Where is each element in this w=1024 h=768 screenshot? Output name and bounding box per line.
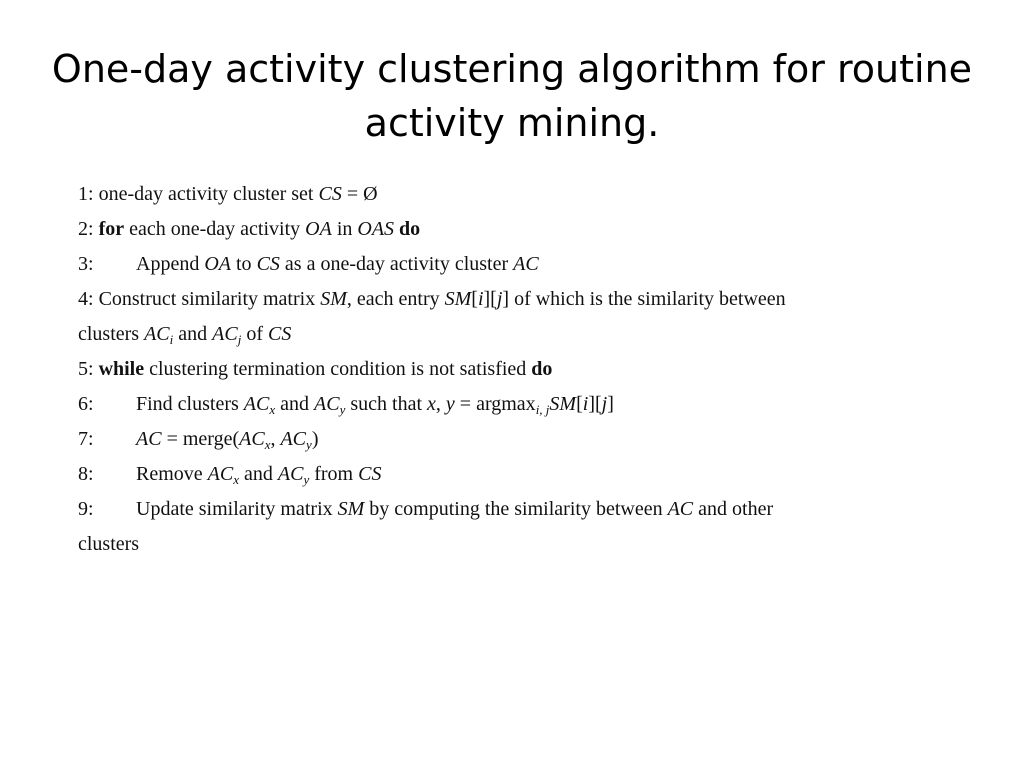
- subscript: y: [339, 402, 346, 417]
- line-number: 3:: [78, 253, 94, 275]
- line-text: as a one-day activity cluster: [279, 253, 514, 275]
- variable: SM: [320, 288, 347, 310]
- line-text: and: [239, 463, 278, 485]
- algorithm-line-6: [78, 387, 718, 422]
- keyword-do: do: [399, 218, 421, 240]
- keyword-for: for: [98, 218, 125, 240]
- variable: AC: [207, 463, 234, 485]
- algorithm-pseudocode: [78, 177, 786, 562]
- variable: AC: [136, 428, 162, 450]
- subscript: y: [303, 472, 310, 487]
- variable: AC: [513, 253, 539, 275]
- variable: i: [477, 288, 484, 310]
- variable: CS: [268, 323, 292, 345]
- subscript: i: [169, 332, 174, 347]
- line-text: one-day activity cluster set: [93, 183, 319, 205]
- algorithm-line-1: [78, 177, 718, 212]
- algorithm-line-5: [78, 352, 718, 387]
- line-text: Construct similarity matrix: [93, 288, 321, 310]
- algorithm-line-8: [78, 457, 718, 492]
- algorithm-line-4: [78, 282, 786, 317]
- line-text: to: [231, 253, 257, 275]
- variable: y: [445, 393, 455, 415]
- line-text: , each entry: [346, 288, 445, 310]
- line-text: clusters: [78, 323, 145, 345]
- subscript: x: [264, 437, 271, 452]
- line-number: 9:: [78, 498, 94, 520]
- line-text: clustering termination condition is not satisfied: [144, 358, 532, 380]
- variable: j: [496, 288, 503, 310]
- line-text: = Ø: [341, 183, 378, 205]
- line-text: ][: [483, 288, 497, 310]
- line-text: ,: [270, 428, 281, 450]
- line-text: ,: [435, 393, 446, 415]
- variable: SM: [444, 288, 472, 310]
- algorithm-line-9: [78, 492, 774, 527]
- variable: CS: [256, 253, 280, 275]
- subscript: j: [237, 332, 242, 347]
- line-number: 7:: [78, 428, 94, 450]
- line-text: ][: [588, 393, 602, 415]
- variable: SM: [337, 498, 365, 520]
- variable: AC: [280, 428, 307, 450]
- algorithm-line-3: [78, 247, 718, 282]
- line-text: of: [241, 323, 269, 345]
- line-text: ] of which is the similarity between: [502, 288, 786, 310]
- algorithm-line-7: [78, 422, 718, 457]
- algorithm-line-2: [78, 212, 718, 247]
- variable: AC: [277, 463, 304, 485]
- variable: OA: [305, 218, 332, 240]
- line-text: = argmax: [454, 393, 536, 415]
- line-text: ): [311, 428, 319, 450]
- subscript: x: [269, 402, 276, 417]
- line-text: in: [331, 218, 358, 240]
- variable: x: [427, 393, 436, 415]
- variable: i: [582, 393, 589, 415]
- variable: AC: [212, 323, 238, 345]
- variable: AC: [667, 498, 694, 520]
- variable: OAS: [357, 218, 395, 240]
- algorithm-line-9-continued: [78, 527, 718, 562]
- variable: CS: [358, 463, 382, 485]
- line-number: 6:: [78, 393, 94, 415]
- line-text: each one-day activity: [124, 218, 306, 240]
- line-text: = merge(: [161, 428, 240, 450]
- keyword-do: do: [531, 358, 553, 380]
- line-text: ]: [607, 393, 614, 415]
- variable: AC: [144, 323, 170, 345]
- variable: AC: [239, 428, 265, 450]
- variable: OA: [204, 253, 231, 275]
- line-text: such that: [345, 393, 428, 415]
- line-text: and other: [693, 498, 774, 520]
- line-text: Append: [136, 253, 205, 275]
- line-text: from: [309, 463, 359, 485]
- line-text: Find clusters: [136, 393, 244, 415]
- line-number: 5:: [78, 358, 94, 380]
- subscript: y: [306, 437, 312, 452]
- line-number: 4:: [78, 288, 94, 310]
- line-text: Remove: [136, 463, 208, 485]
- variable: j: [601, 393, 608, 415]
- slide-title: [40, 42, 984, 150]
- subscript: i, j: [535, 402, 550, 417]
- variable: CS: [318, 183, 342, 205]
- line-text: by computing the similarity between: [364, 498, 668, 520]
- variable: AC: [314, 393, 340, 415]
- line-text: and: [173, 323, 213, 345]
- line-number: 2:: [78, 218, 94, 240]
- line-number: 1:: [78, 183, 94, 205]
- line-text: Update similarity matrix: [136, 498, 338, 520]
- keyword-while: while: [98, 358, 145, 380]
- variable: SM: [549, 393, 577, 415]
- title-line-1: One-day activity clustering algorithm for routine: [51, 47, 973, 91]
- line-text: [: [576, 393, 583, 415]
- algorithm-line-4-continued: [78, 317, 718, 352]
- line-text: [: [471, 288, 478, 310]
- variable: AC: [243, 393, 270, 415]
- line-text: and: [275, 393, 315, 415]
- title-line-2: activity mining.: [364, 101, 660, 145]
- subscript: x: [233, 472, 239, 487]
- line-text: clusters: [78, 533, 140, 555]
- line-number: 8:: [78, 463, 94, 485]
